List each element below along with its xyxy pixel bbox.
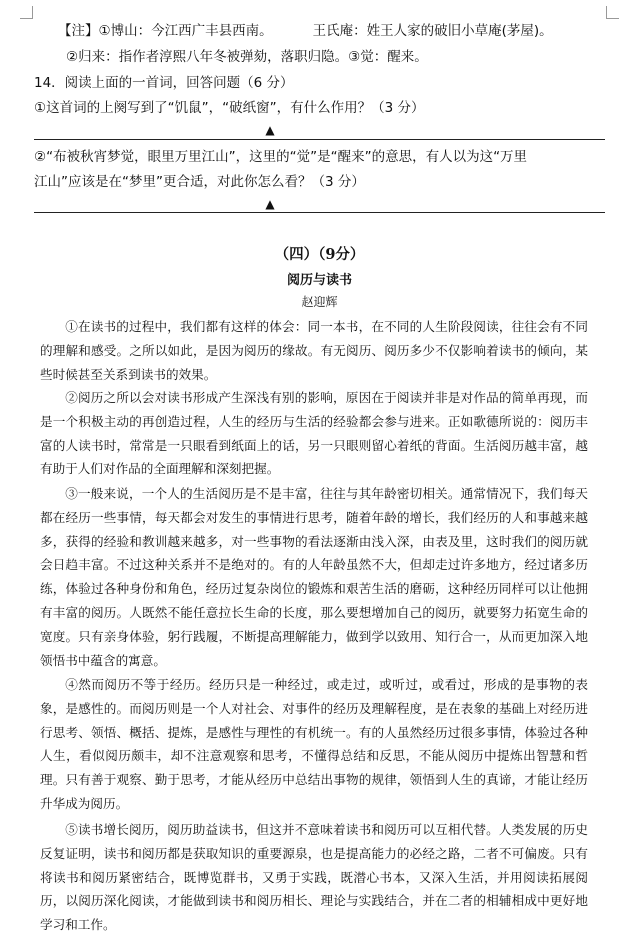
answer-line-2 [34,212,605,213]
note-line-1 [58,22,605,40]
paragraph-4: ④然而阅历不等于经历。经历只是一种经过，或走过，或听过，或看过，形成的是事物的表象，是感性的。而阅历则是一个人对社会、对事件的经历及理解程度，是在表象的基础上对经历进行思考、领悟、概括、提炼，是感性与理性的有机统一。有的人虽然经历过很多事情，体验过各种人生，看似阅历颇丰，却不注意观察和思考，不懂得总结和反思，不能从阅历中提炼出智慧和哲理。只有善于观察、勤于思考，才能从经历中总结出事物的规律，领悟到人生的真谛，才能让经历升华成为阅历。 [40,677,588,811]
section-title: （四）（9分） [274,246,365,263]
paragraph-3: ③一般来说，一个人的生活阅历是不是丰富，往往与其年龄密切相关。通常情况下，我们每天都在经历一些事情，每天都会对发生的事情进行思考，随着年龄的增长，我们经历的人和事越来越多，获得的经验和教训越来越多，对一些事物的看法逐渐由浅入深，由表及里，这时我们的阅历就会日趋丰富。不过这种关系并不是绝对的。有的人年龄虽然不大，但却走过许多地方，经过诸多历练，体验过各种身份和角色，经历过复杂岗位的锻炼和艰苦生活的磨砺，这种经历同样可以让他拥有丰富的阅历。人既然不能任意拉长生命的长度，那么要想增加自己的阅历，就要努力拓宽生命的宽度。只有亲身体验，躬行践履，不断提高理解能力，做到学以致用、知行合一，从而更加深入地领悟书中蕴含的寓意。 [40,486,588,668]
question-14-stem: 14．阅读上面的一首词，回答问题（6 分） [34,75,294,91]
note-1a: 【注】①博山：今江西广丰县西南。 [58,23,273,39]
note-line-2: ②归来：指作者淳熙八年冬被弹劾，落职归隐。③觉：醒来。 [66,49,428,65]
answer-line-1 [34,139,605,140]
question-14-sub2-line1: ②“布被秋宵梦觉，眼里万里江山”，这里的“觉”是“醒来”的意思，有人以为这“万里 [34,149,528,165]
answer-mark-1: ▲ [265,123,275,137]
question-14-sub2-line2: 江山”应该是在“梦里”更合适，对此你怎么看？（3 分） [34,174,365,190]
article-title: 阅历与读书 [286,273,352,288]
paragraph-1: ①在读书的过程中，我们都有这样的体会：同一本书，在不同的人生阶段阅读，往往会有不同的理解和感受。之所以如此，是因为阅历的缘故。有无阅历、阅历多少不仅影响着读书的倾向，某些时候甚至关系到读书的效果。 [40,319,588,382]
answer-mark-2: ▲ [265,197,275,211]
page-corner-mark-left [20,6,33,19]
note-1b: 王氏庵：姓王人家的破旧小草庵(茅屋)。 [312,23,553,39]
paragraph-2: ②阅历之所以会对读书形成产生深浅有别的影响，原因在于阅读并非是对作品的简单再现，而是一个积极主动的再创造过程，人生的经历与生活的经验都会参与进来。正如歌德所说的：阅历丰富的人读书时，常常是一只眼看到纸面上的话，另一只眼则留心着纸的背面。生活阅历越丰富，越有助于人们对作品的全面理解和深刻把握。 [40,390,588,477]
paragraph-5: ⑤读书增长阅历，阅历助益读书，但这并不意味着读书和阅历可以互相代替。人类发展的历史反复证明，读书和阅历都是获取知识的重要源泉，也是提高能力的必经之路，二者不可偏废。只有将读书和阅历紧密结合，既博览群书，又勇于实践，既潜心书本，又深入生活，并用阅读拓展阅历，以阅历深化阅读，才能做到读书和阅历相长、理论与实践结合，并在二者的相辅相成中更好地学习和工作。 [40,822,588,933]
article-author: 赵迎辉 [301,295,338,309]
page-corner-mark-right [606,6,619,19]
question-14-sub1: ①这首词的上阕写到了“饥鼠”，“破纸窗”，有什么作用？（3 分） [34,100,425,116]
